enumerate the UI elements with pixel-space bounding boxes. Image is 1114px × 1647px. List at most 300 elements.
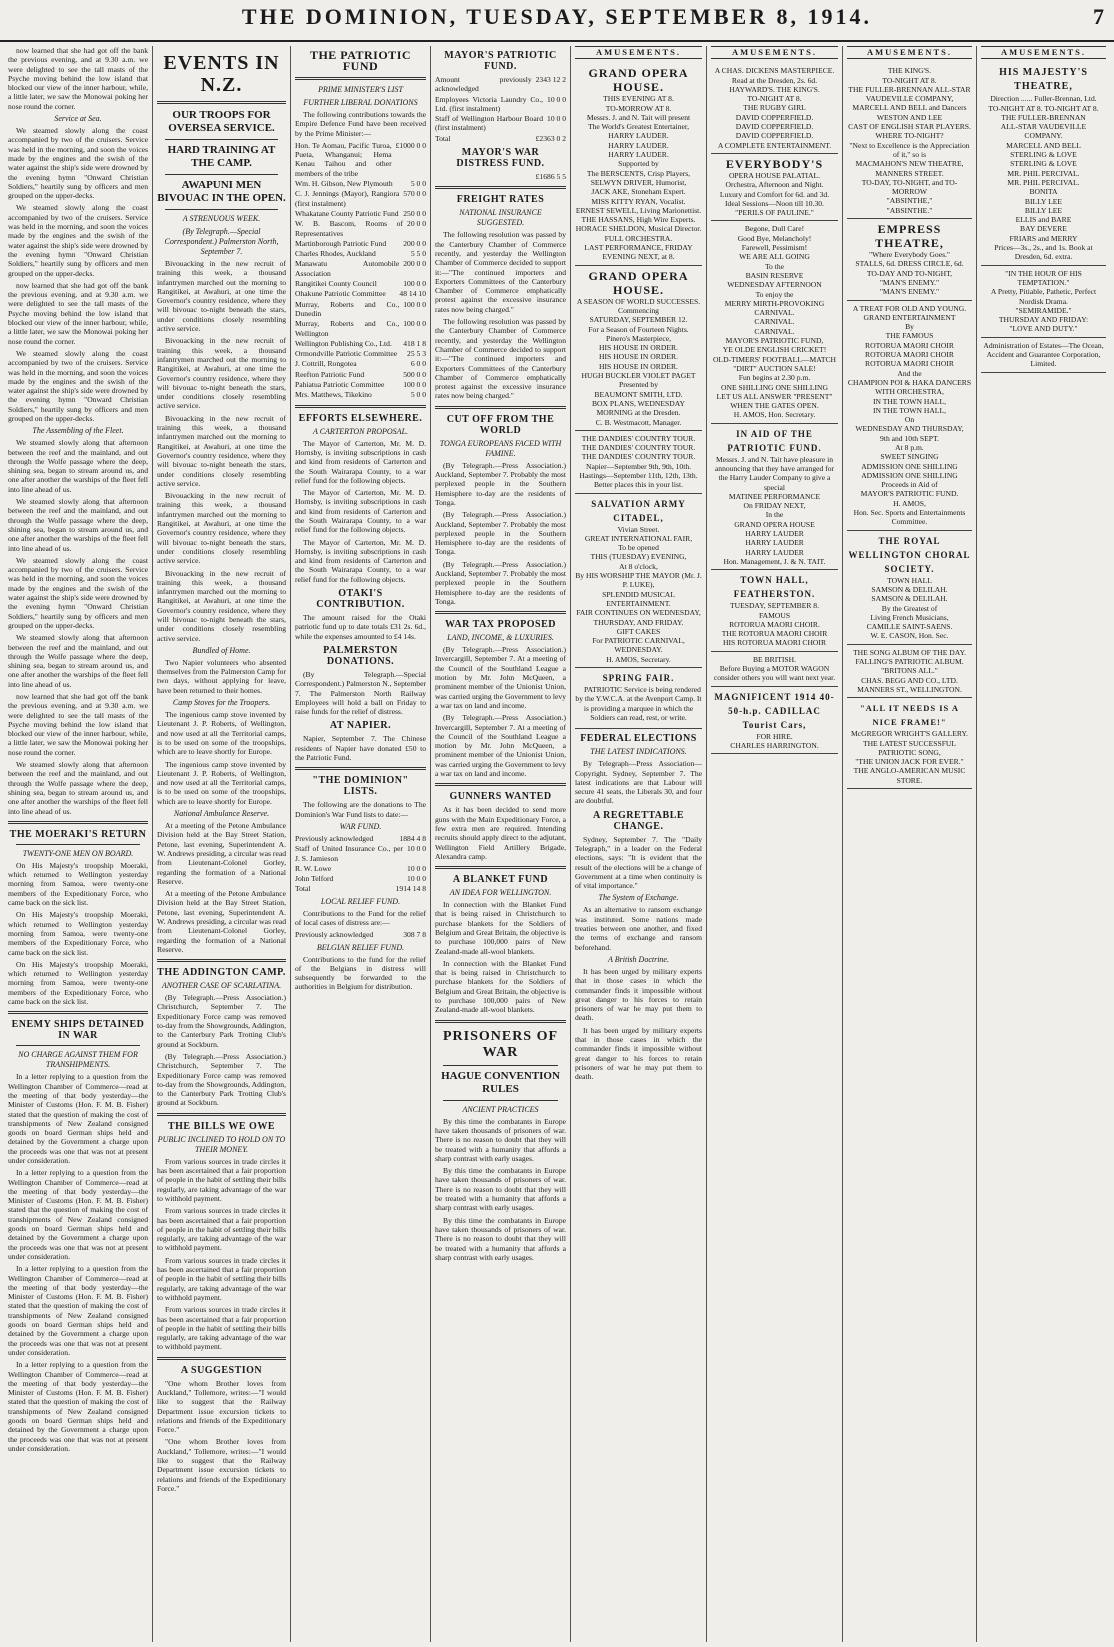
ad-line: To enjoy the — [755, 289, 794, 299]
ad-line: Commencing — [618, 305, 659, 315]
ad-line: BILLY LEE — [1024, 205, 1063, 215]
ad-line: THE DANDIES' COUNTRY TOUR. — [581, 433, 696, 443]
ad-line: By the Greatest of — [881, 603, 938, 613]
page-number: 7 — [1093, 4, 1104, 29]
subhead-camp-stoves: Camp Stoves for the Troopers. — [172, 698, 271, 708]
ad-line: Ideal Sessions—Noon till 10.30. — [725, 198, 824, 208]
ad-line: Good Bye, Melancholy! — [737, 233, 812, 243]
ad-line: "MAN'S ENEMY." — [879, 287, 940, 297]
ledger-row — [295, 189, 426, 208]
ledger-amount: 200 0 0 — [403, 238, 426, 248]
ad-kings-theatre[interactable] — [847, 63, 972, 219]
ad-line: On FRIDAY NEXT, — [743, 501, 806, 511]
ad-lines — [711, 224, 838, 419]
ledger-label: Amount previously acknowledged — [435, 75, 532, 94]
masthead — [0, 0, 1114, 42]
ad-line: GREAT INTERNATIONAL FAIR, — [584, 533, 693, 543]
ad-line: HAYWARD'S. THE KING'S. — [729, 84, 820, 94]
ad-lines — [711, 601, 838, 647]
ad-heading: GRAND OPERA HOUSE. — [588, 268, 689, 297]
ad-line: H. AMOS, Secretary. — [606, 654, 671, 664]
ledger-amount: 200 0 0 — [403, 259, 426, 269]
ad-lines — [847, 729, 972, 785]
ad-line: And the — [897, 368, 922, 378]
ad-line: STERLING & LOVE — [1010, 150, 1077, 160]
divider — [443, 1100, 558, 1101]
ad-line: FAMOUS — [758, 610, 791, 620]
ledger-row — [435, 95, 566, 114]
ad-line: In the — [765, 510, 784, 520]
ledger-label: Total — [295, 884, 311, 894]
article-paragraph: In connection with the Blanket Fund that is being raised in Christchurch to purchase blankets for the Soldiers of Belgium and Great Britain, the objective is to purchase 100,000 pairs of New Zealand-made all-wool blankets. — [435, 958, 566, 1015]
headline-addington: THE ADDINGTON CAMP. — [157, 967, 286, 979]
subhead-scarlatina: ANOTHER CASE OF SCARLATINA. — [161, 981, 282, 991]
headline-training: HARD TRAINING AT THE CAMP. — [167, 144, 276, 169]
article-paragraph: The following resolution was passed by the Canterbury Chamber of Commerce recently, and yesterday the Wellington Chamber of Commerce decided to support it:—"The continued importers and Exporters Committees of the Canterbury Chamber of Commerce emphatically protest against the excessive insurance rates now being charged." — [435, 317, 566, 401]
ledger-label: Employees Victoria Laundry Co., Ltd. (first instalment) — [435, 94, 544, 113]
article-paragraph: We steamed slowly along that afternoon between the reef and the mainland, and out through the Wolfe passage where the deep, shining sea, began to stream around us, and one after another the warships of the fleet fell into line ahead of us. — [8, 438, 148, 494]
ledger-label: Hon. Te Aomau, Pacific Turoa, Pueta, Whanganui; Hema Kenau Taihou and other members of the tribe — [295, 140, 392, 178]
article-paragraph: Sydney, September 7. The "Daily Telegraph," in a leader on the Federal elections, says: "It is evident that the result of the elections will be a change of Government at a time when continuity is of vital importance." — [575, 834, 702, 891]
ledger-amount: 100 0 0 — [403, 380, 426, 390]
ledger-amount: 10 0 0 — [407, 863, 426, 873]
article-paragraph: By Telegraph—Press Association—Copyright. Sydney, September 7. The latest indications are that Labour will secure 41 seats, the Liberals 30, and four are doubtful. — [575, 759, 702, 806]
ad-line: WE ARE ALL GOING — [739, 252, 810, 262]
divider — [435, 783, 566, 786]
article-paragraph: (By Telegraph.—Press Association.) Auckland, September 7. Probably the most perplexed people in the Southern Hemisphere to-day are the residents of Tonga. — [435, 510, 566, 557]
ad-line: W. E. CASON, Hon. Sec. — [870, 631, 949, 641]
ad-line: SATURDAY, SEPTEMBER 12. — [589, 315, 688, 325]
ad-line: FRIARS and MERRY — [1009, 233, 1078, 243]
article-paragraph: (By Telegraph.—Press Association.) Invercargill, September 7. At a meeting of the Council of the Southland League a motion by Mr. John McQueen, a prominent member of the Unionist Union, was carried urging the Government to levy a war tax on land and income. — [435, 713, 566, 779]
ad-line: Hastings—September 11th, 12th, 13th. — [579, 470, 698, 480]
article-paragraph: We steamed slowly along the coast accompanied by two of the cruisers. Service was held in the morning, and soon the voices made by the engines and the swish of the water against the ship's side were drowned by the evening hymn "Onward Christian Soldiers," heartily sung by officers and men grouped on the upper-decks. — [8, 126, 148, 201]
ad-drama[interactable] — [981, 266, 1106, 338]
divider — [157, 959, 286, 962]
ledger-amount: 418 1 8 — [403, 338, 426, 348]
headline-patriotic-fund: THE PATRIOTIC FUND — [309, 48, 412, 73]
ad-line: Messrs. J. and N. Tait will present — [586, 112, 691, 122]
ledger-row — [295, 884, 426, 893]
ledger-label: John Telford — [295, 874, 334, 884]
ad-lines — [847, 576, 972, 641]
ad-his-majestys[interactable] — [981, 63, 1106, 265]
article-paragraph: Bivouacking in the new recruit of training this week, a thousand infantrymen marched out the morning to Rangitikei, at Awahuri, at one time the Governor's country residence, where they will bivouac to-night beneath the stars, under conditions closely resembling active service. — [157, 491, 286, 566]
ad-line: OPERA HOUSE PALATIAL. — [728, 170, 821, 180]
ad-line: Direction ...... Fuller-Brennan, Ltd. — [990, 94, 1097, 104]
subhead-prime-minister: PRIME MINISTER'S LIST — [318, 85, 403, 94]
ad-line: CARNIVAL. — [754, 308, 795, 318]
ledger-amount: 500 0 0 — [403, 369, 426, 379]
ad-line: Begone, Dull Care! — [744, 224, 805, 234]
ad-line: ALL-STAR VAUDEVILLE COMPANY. — [1000, 122, 1087, 141]
ad-line: McGREGOR WRIGHT'S GALLERY. — [851, 729, 968, 739]
ad-line: MATINEE PERFORMANCE — [728, 491, 821, 501]
ad-line: Read at the Dresden, 2s. 6d. — [731, 75, 818, 85]
article-paragraph: (By Telegraph.—Press Association.) Invercargill, September 7. At a meeting of the Council of the Southland League a motion by Mr. John McQueen, a prominent member of the Unionist Union, was carried urging the Government to levy a war tax on land and income. — [435, 645, 566, 710]
ad-line: FALLING'S PATRIOTIC ALBUM. — [855, 657, 964, 667]
headline-distress-fund: MAYOR'S WAR DISTRESS FUND. — [456, 147, 545, 170]
ad-line: "SEMIRAMIDE." — [1015, 305, 1072, 315]
ad-line: THE SONG ALBUM OF THE DAY. — [853, 647, 966, 657]
article-paragraph: (By Telegraph.—Press Association.) Auckland, September 7. Probably the most perplexed people in the Southern Hemisphere to-day are the residents of Tonga. — [435, 559, 566, 606]
local-prev-amount: 308 7 8 — [403, 930, 426, 940]
dateline: (By Telegraph.—Special Correspondent.) Palmerston North, September 7. — [164, 227, 279, 256]
ledger-row — [295, 239, 426, 248]
article-paragraph: On His Majesty's troopship Moeraki, which returned to Wellington yesterday morning from Samoa, were twenty-one members of the Expeditionary Force, who came back on the sick list. — [8, 860, 148, 908]
ledger-label: Staff of Wellington Harbour Board (first instalment) — [435, 114, 544, 133]
ad-frame[interactable] — [847, 698, 972, 789]
ad-line: "PERILS OF PAULINE." — [735, 208, 814, 218]
ad-line: DAVID COPPERFIELD. — [735, 112, 814, 122]
ad-line: BOX PLANS, WEDNESDAY MORNING at the Dresden. — [591, 398, 686, 418]
ad-line: FOR HIRE. — [756, 731, 793, 741]
ad-line: Before Buying a MOTOR WAGON consider others you will want next year. — [713, 664, 836, 683]
ad-line: YE OLDE ENGLISH CRICKET! — [722, 345, 827, 355]
ledger-row — [295, 300, 426, 319]
headline-regrettable-change: A REGRETTABLE CHANGE. — [592, 809, 685, 832]
ledger-amount: 10 0 0 — [407, 844, 426, 854]
article-paragraph: As it has been decided to send more guns with the Main Expeditionary Force, a few extra men are required. Intending recruits should apply direct to the adjutant, Wellington Field Artillery Brigade, Alexandra camp. — [435, 805, 566, 861]
ad-line: By HIS WORSHIP THE MAYOR (Mr. J. P. LUKE), — [575, 571, 702, 590]
section-amusements: AMUSEMENTS. — [847, 46, 972, 59]
ad-line: HARRY LAUDER — [745, 529, 804, 539]
ad-line: BONITA — [1029, 187, 1058, 197]
divider — [443, 1065, 558, 1066]
ad-line: GRAND OPERA HOUSE — [734, 519, 815, 529]
ad-line: "LOVE AND DUTY." — [1009, 324, 1078, 334]
article-paragraph: On His Majesty's troopship Moeraki, which returned to Wellington yesterday morning from Samoa, were twenty-one members of the Expeditionary Force, who came back on the sick list. — [8, 959, 148, 1007]
article-paragraph: The following resolution was passed by the Canterbury Chamber of Commerce recently, and yesterday the Wellington Chamber of Commerce decided to support it:—"The continued importers and Exporters Committees of the Canterbury Chamber of Commerce emphatically protest against the excessive insurance rates now being charged." — [435, 230, 566, 314]
ledger-label: Staff of United Insurance Co., per J. S. Jamieson — [295, 844, 404, 863]
ad-cadillac-hire[interactable] — [711, 687, 838, 755]
article-paragraph: At a meeting of the Petone Ambulance Division held at the Bay Street Station, Petone, last evening, Superintendent A. W. Andrews presiding, a circular was read from Lieutenant-Colonel Gorley, regarding the formation of a National Reserve. — [157, 821, 286, 886]
ad-everybodys[interactable] — [711, 154, 838, 221]
divider — [435, 186, 566, 189]
article-paragraph: The amount raised for the Otaki patriotic fund up to date totals £31 2s. 6d., while the expenses amounted to £4 14s. — [295, 613, 426, 641]
article-paragraph: (By Telegraph.—Press Association.) Auckland, September 7. Probably the most perplexed people in the Southern Hemisphere to-day are the residents of Tonga. — [435, 460, 566, 507]
headline-freight: FREIGHT RATES — [456, 194, 545, 206]
article-paragraph: Napier, September 7. The Chinese residents of Napier have donated £50 to the Patriotic Fund. — [295, 734, 426, 763]
ad-line: TO-NIGHT AT 8. — [882, 75, 937, 85]
subhead-ambulance: National Ambulance Reserve. — [173, 809, 270, 819]
section-amusements: AMUSEMENTS. — [981, 46, 1106, 59]
ad-featherston[interactable] — [711, 570, 838, 651]
ledger-label: Pahiatua Patriotic Committee — [295, 380, 385, 390]
ad-line: THE RUGBY GIRL — [743, 103, 806, 113]
ad-line: "ABSINTHE," — [886, 196, 933, 206]
ad-line: A TREAT FOR OLD AND YOUNG. — [852, 303, 967, 313]
article-paragraph: The Mayor of Carterton, Mr. M. D. Hornsby, is inviting subscriptions in cash and kind from residents of Carterton and the South Wairarapa County, to a war relief fund for the following objects. — [295, 488, 426, 535]
column-6 — [706, 46, 842, 1642]
mayor-fund-list — [435, 75, 566, 143]
ad-line: LAST PERFORMANCE, FRIDAY EVENING NEXT, at 8. — [584, 243, 693, 262]
article-paragraph: "One whom Brother loves from Auckland," Tollemore, writes:—"I would like to suggest that the Railway Department issue excursion tickets to relations and friends of the Expeditionary Force." — [157, 1437, 286, 1493]
subhead-blanket: AN IDEA FOR WELLINGTON. — [449, 888, 552, 898]
ad-line: Living French Musicians, — [870, 612, 949, 622]
ad-line: Napier—September 9th, 9th, 10th. — [585, 461, 692, 471]
article-paragraph: Contributions to the Fund for the relief of local cases of distress are:— — [295, 908, 426, 927]
ad-line: ERNEST SEWELL, Living Marionettist. — [575, 205, 702, 215]
ad-line: HARRY LAUDER — [745, 547, 804, 557]
section-amusements: AMUSEMENTS. — [711, 46, 838, 59]
subhead-carterton: A CARTERTON PROPOSAL. — [312, 426, 409, 436]
ad-line: The World's Greatest Entertainer, — [587, 122, 690, 132]
subhead-latest: THE LATEST INDICATIONS. — [590, 747, 687, 757]
ad-line: ONE SHILLING ONE SHILLING — [721, 382, 828, 392]
ad-line: THE FULLER-BRENNAN ALL-STAR VAUDEVILLE COMPANY, — [848, 84, 971, 104]
ad-line: MANNERS STREET. — [875, 168, 944, 178]
local-prev-row — [295, 930, 426, 939]
headline-bills: THE BILLS WE OWE — [167, 1120, 276, 1132]
article-paragraph: Bivouacking in the new recruit of training this week, a thousand infantrymen marched out the morning to Rangitikei, at Awahuri, at one time the Governor's country residence, where they will bivouac to-night beneath the stars, under conditions closely resembling active service. — [157, 259, 286, 334]
ad-line: THE ANGLO-AMERICAN MUSIC STORE. — [853, 766, 966, 785]
ad-carnival[interactable] — [711, 221, 838, 423]
subhead-bundles: Bundled of Home. — [192, 645, 251, 655]
ad-heading: SALVATION ARMY CITADEL, — [591, 498, 686, 523]
ad-salvation-army-fair[interactable] — [575, 494, 702, 668]
ledger-row — [295, 279, 426, 288]
ledger-label: Manawatu Automobile Association — [295, 259, 400, 278]
article-paragraph: In a letter replying to a question from the Wellington Chamber of Commerce—read at the meeting of that body yesterday—the Minister of Customs (Hon. F. M. B. Fisher) stated that the question of making the cost of transhipments of New Zealand consigned goods on board German ships held and detained by the Government a charge upon the proceeds was one that was not at present under consideration. — [8, 1168, 148, 1261]
ad-line: CARNIVAL. — [754, 317, 795, 327]
article-paragraph: We steamed slowly along the coast accompanied by two of the cruisers. Service was held in the morning, and soon the voices made by the engines and the swish of the water against the ship's side were drowned by the evening hymn "Onward Christian Soldiers," heartily sung by officers and men grouped on the upper-decks. — [8, 555, 148, 630]
ad-heading: HIS MAJESTY'S THEATRE, — [999, 67, 1088, 93]
ad-opera-house-season[interactable] — [575, 266, 702, 431]
ad-line: MARCELL AND BELL and Dancers — [852, 103, 967, 113]
article-paragraph: Bivouacking in the new recruit of training this week, a thousand infantrymen marched out the morning to Rangitikei, at Awahuri, at one time the Governor's country residence, where they will bivouac to-night beneath the stars, under conditions closely resembling active service. — [157, 413, 286, 488]
headline-cut-off: CUT OFF FROM THE WORLD — [446, 413, 555, 436]
ad-lines — [575, 434, 702, 490]
ledger-label: W. B. Bascom, Rooms of Representatives — [295, 219, 404, 238]
ad-line: HARRY LAUDER. — [608, 140, 669, 150]
ad-line: ELLIS and BARE — [1015, 215, 1072, 225]
subhead-war-fund: WAR FUND. — [339, 821, 382, 831]
ad-line: WITH ORCHESTRA, — [875, 387, 944, 397]
ad-spring-fair[interactable] — [575, 668, 702, 729]
ad-heading: MAGNIFICENT 1914 40-50-h.p. CADILLAC Tourist Cars, — [714, 691, 835, 730]
ad-line: ROTORUA MAORI CHOIR. — [729, 619, 820, 629]
ad-lines — [981, 341, 1106, 369]
headline-blanket: A BLANKET FUND — [452, 874, 549, 886]
ledger-amount: 100 0 0 — [403, 319, 426, 329]
war-fund-list — [295, 834, 426, 894]
ad-maori-choir[interactable] — [847, 301, 972, 531]
ad-line: HIS HOUSE IN ORDER. — [599, 343, 678, 353]
ad-line: MR. PHIL PERCIVAL. — [1007, 177, 1080, 187]
divider — [295, 767, 426, 770]
ledger-row — [295, 834, 426, 843]
ad-empress-theatre[interactable] — [847, 219, 972, 300]
ledger-amount: 250 0 0 — [403, 208, 426, 218]
ad-line: HORACE SHELDON, Musical Director. — [575, 224, 702, 234]
ad-line: BILLY LEE — [1024, 196, 1063, 206]
article-paragraph: We steamed slowly along the coast accompanied by two of the cruisers. Service was held in the morning, and soon the voices made by the engines and the swish of the water against the ship's side were drowned by the evening hymn "Onward Christian Soldiers," heartily sung by officers and men grouped on the upper-decks. — [8, 203, 148, 278]
subhead-service-at-sea: Service at Sea. — [54, 114, 102, 124]
article-paragraph: It has been urged by military experts that in those cases in which the commander finds it impossible without great danger to his forces to retain prisoners of war he may put them to death. — [575, 1025, 702, 1082]
divider — [8, 1011, 148, 1014]
ad-line: STALLS, 6d. DRESS CIRCLE, 6d. — [855, 259, 964, 269]
headline-napier: AT NAPIER. — [329, 720, 392, 732]
headline-events-in-nz: EVENTS IN N.Z. — [163, 52, 280, 96]
article-paragraph: "One whom Brother loves from Auckland," Tollemore, writes:—"I would like to suggest that the Railway Department issue excursion tickets to relations and friends of the Expeditionary Force." — [157, 1378, 286, 1435]
ledger-amount: 10 0 0 — [547, 94, 566, 104]
ad-line: SAMSON & DELILAH. — [871, 584, 948, 594]
ad-line: The BERSCENTS, Crisp Players, — [586, 168, 691, 178]
newspaper-title: THE DOMINION, TUESDAY, SEPTEMBER 8, 1914. — [241, 4, 873, 29]
column-5 — [570, 46, 706, 1642]
ad-line: MAYOR'S PATRIOTIC FUND, — [725, 336, 824, 346]
divider — [165, 174, 278, 175]
page-columns — [4, 46, 1110, 1642]
ad-line: BEAUMONT SMITH, LTD. — [594, 389, 683, 399]
ad-line: CHAS. BEGG AND CO., LTD. — [861, 675, 958, 685]
ad-administration[interactable] — [981, 338, 1106, 373]
ad-line: A SEASON OF WORLD SUCCESSES. — [576, 296, 701, 306]
ad-line: "Next to Excellence is the Appreciation of it," so is — [849, 140, 970, 159]
section-amusements: AMUSEMENTS. — [575, 46, 702, 59]
article-paragraph: Bivouacking in the new recruit of training this week, a thousand infantrymen marched out the morning to Rangitikei, at Awahuri, at one time the Governor's country residence, where they will bivouac to-night beneath the stars, under conditions closely resembling active service. — [157, 568, 286, 643]
ad-line: THE DANDIES' COUNTRY TOUR. — [581, 443, 696, 453]
ad-line: WHERE TO-NIGHT? — [875, 131, 944, 141]
ad-line: On — [904, 415, 915, 425]
ad-line: Farewell, Pessimism! — [741, 243, 808, 253]
ad-line: THE FULLER-BRENNAN — [1001, 112, 1086, 122]
article-paragraph: We steamed slowly along that afternoon between the reef and the mainland, and out through the Wolfe passage where the deep, shining sea, began to stream around us, and one after another the warships of the fleet fell into line ahead of us. — [8, 497, 148, 553]
article-paragraph: (By Telegraph.—Press Association.) Christchurch, September 7. The Expeditionary Force camp was removed to-day from the Showgrounds, Addington, to the Canterbury Park Trotting Club's ground at Sockburn. — [157, 1051, 286, 1108]
ad-dandies-tour[interactable] — [575, 431, 702, 494]
article-paragraph: The Mayor of Carterton, Mr. M. D. Hornsby, is inviting subscriptions in cash and kind from residents of Carterton and the South Wairarapa County, to a war relief fund for the following objects. — [295, 537, 426, 584]
article-intro: now learned that she had got off the bank the previous evening, and at 9.30 a.m. we were delighted to see the tall masts of the Psyche moving behind the low island that blocked our view of the inner harbour, while, a little later, we saw the Monowai poking her nose round the corner. — [8, 46, 148, 111]
ad-copperfield[interactable] — [711, 63, 838, 154]
column-8 — [976, 46, 1110, 1642]
article-paragraph: Contributions to the fund for the relief of the Belgians in distress will subsequently be forwarded to the authorities in Belgium for distribution. — [295, 954, 426, 992]
ledger-row — [435, 114, 566, 133]
article-paragraph: From various sources in trade circles it has been ascertained that a fair proportion of people in the habit of settling their bills regularly, are taking advantage of the war to withhold payment. — [157, 1156, 286, 1203]
headline-mayor-fund: MAYOR'S PATRIOTIC FUND. — [444, 50, 557, 72]
ad-matinee-lauder[interactable] — [711, 424, 838, 571]
headline-suggestion: A SUGGESTION — [180, 1364, 263, 1376]
ledger-row — [295, 349, 426, 358]
ledger-row — [295, 339, 426, 348]
ad-line: A COMPLETE ENTERTAINMENT. — [717, 140, 832, 150]
ad-line: "THE UNION JACK FOR EVER." — [855, 757, 964, 767]
ad-opera-house-lauder[interactable] — [575, 63, 702, 265]
ledger-amount: 10 0 0 — [547, 114, 566, 124]
ad-heading: "ALL IT NEEDS IS A NICE FRAME!" — [859, 703, 960, 728]
subhead-local-relief: LOCAL RELIEF FUND. — [320, 896, 401, 906]
divider — [8, 821, 148, 824]
headline-dominion-lists: "THE DOMINION" LISTS. — [312, 775, 409, 798]
subhead-freight: NATIONAL INSURANCE SUGGESTED. — [459, 208, 542, 228]
ad-heading: SPRING FAIR. — [602, 673, 675, 684]
divider — [295, 77, 426, 80]
ledger-row — [295, 289, 426, 298]
ledger-label: J. Cottrill, Rongotea — [295, 359, 357, 369]
ledger-row — [295, 249, 426, 258]
ad-song-album[interactable] — [847, 645, 972, 698]
column-7 — [842, 46, 976, 1642]
ad-line: HUGH BUCKLER VIOLET PAGET — [581, 371, 696, 381]
ad-line: TO-DAY AND TO-NIGHT, — [866, 268, 953, 278]
divider — [157, 101, 286, 104]
ad-line: ADMISSION ONE SHILLING — [861, 470, 958, 480]
ad-line: Administration of Estates—The Ocean, Accident and Guarantee Corporation, Limited. — [983, 340, 1104, 369]
article-paragraph: Two Napier volunteers who absented themselves from the Palmerston Camp for two days, without applying for leave, have been returned to their homes. — [157, 657, 286, 695]
article-paragraph: At a meeting of the Petone Ambulance Division held at the Bay Street Station, Petone, last evening, Superintendent A. W. Andrews presiding, a circular was read from Lieutenant-Colonel Gorley, regarding the formation of a National Reserve. — [157, 889, 286, 954]
ad-line: ADMISSION ONE SHILLING — [861, 461, 958, 471]
ad-line: MAYOR'S PATRIOTIC FUND. — [860, 489, 959, 499]
ad-line: "MAN'S ENEMY." — [879, 277, 940, 287]
ad-line: MR. PHIL PERCIVAL. — [1007, 168, 1080, 178]
ad-line: FULL ORCHESTRA. — [604, 233, 673, 243]
subhead-moeraki: TWENTY-ONE MEN ON BOARD. — [22, 848, 134, 858]
ad-line: Pinero's Masterpiece, — [605, 333, 672, 343]
article-paragraph: Bivouacking in the new recruit of training this week, a thousand infantrymen marched out the morning to Rangitikei, at Awahuri, at one time the Governor's country residence, where they will bivouac to-night beneath the stars, under conditions closely resembling active service. — [157, 336, 286, 411]
ad-line: MARCELL AND BELL — [1006, 140, 1081, 150]
ledger-label: Whakatane County Patriotic Fund — [295, 208, 399, 218]
ad-line: To the — [764, 261, 785, 271]
ad-line: BE BRITISH. — [752, 654, 797, 664]
ad-choral-society[interactable] — [847, 531, 972, 645]
ad-line: STERLING & LOVE — [1010, 159, 1077, 169]
ledger-amount: 2343 12 2 — [535, 75, 566, 84]
headline-hague: HAGUE CONVENTION RULES — [441, 1069, 560, 1095]
ad-line: THIS EVENING AT 8. — [603, 94, 674, 104]
ledger-label: Mrs. Matthews, Tikekino — [295, 390, 372, 400]
article-paragraph: In a letter replying to a question from the Wellington Chamber of Commerce—read at the meeting of that body yesterday—the Minister of Customs (Hon. F. M. B. Fisher) stated that the question of making the cost of transhipments of New Zealand consigned goods on board German ships held and detained by the Government a charge upon the proceeds was one that was not at present under consideration. — [8, 1264, 148, 1357]
article-paragraph: The ingenious camp stove invented by Lieutenant J. P. Roberts, of Wellington, and now used at all the Territorial camps, is to be used on some of the troopships, which are to leave shortly for Europe. — [157, 710, 286, 757]
headline-efforts-elsewhere: EFFORTS ELSEWHERE. — [298, 412, 423, 424]
ledger-amount: 100 0 0 — [403, 279, 426, 289]
divider — [157, 1113, 286, 1116]
ad-line: THE ROTORUA MAORI CHOIR — [721, 629, 828, 639]
ad-line: "IN THE HOUR OF HIS TEMPTATION." — [1005, 268, 1082, 287]
ad-lines — [847, 648, 972, 694]
ad-line: Luxury and Comfort for 6d. and 3d. — [719, 189, 830, 199]
ledger-row — [295, 141, 426, 178]
headline-awapuni: AWAPUNI MEN BIVOUAC IN THE OPEN. — [157, 179, 286, 204]
divider — [435, 1020, 566, 1023]
ad-line: Hon. Sec. Sports and Entertainments Committee. — [853, 508, 966, 527]
ad-line: SAMSON & DELILAH. — [871, 594, 948, 604]
ad-line: DAVID COPPERFIELD. — [735, 122, 814, 132]
divider — [435, 866, 566, 869]
ad-line: H. AMOS, Hon. Secretary. — [733, 410, 816, 420]
ad-line: HARRY LAUDER. — [608, 150, 669, 160]
ad-line: GRAND ENTERTAINMENT — [863, 312, 956, 322]
article-paragraph: By this time the combatants in Europe have taken thousands of prisoners of war. There is no reason to doubt that they will be treated with a humanity that affords a sharp contrast with early usages. — [435, 1116, 566, 1163]
ad-line: "ABSINTHE." — [886, 205, 933, 215]
headline-palmerston: PALMERSTON DONATIONS. — [323, 644, 398, 667]
ad-line: CAST OF ENGLISH STAR PLAYERS. — [848, 122, 971, 132]
ad-lines — [847, 250, 972, 296]
ad-line: HARRY LAUDER. — [608, 131, 669, 141]
ad-line: SWEET SINGING — [880, 452, 939, 462]
ledger-label: Previously acknowledged — [295, 833, 374, 843]
ad-body: PATRIOTIC Service is being rendered by the Y.W.C.A. at the Avenport Camp. It is providing a marquee in which the Soldiers can read, rest, or write. — [575, 685, 702, 722]
ad-lines — [981, 269, 1106, 334]
ad-line: "DIRT" AUCTION SALE! — [733, 363, 816, 373]
ad-lines — [711, 171, 838, 217]
ledger-label: Ormondville Patriotic Committee — [295, 349, 398, 359]
ad-line: HIS HOUSE IN ORDER. — [599, 361, 678, 371]
ledger-row — [295, 219, 426, 238]
headline-otaki: OTAKI'S CONTRIBUTION. — [316, 588, 405, 611]
ledger-label: C. J. Jennings (Mayor), Rangiora (first instalment) — [295, 189, 400, 208]
ad-line: HARRY LAUDER — [745, 538, 804, 548]
ad-be-british[interactable] — [711, 652, 838, 687]
